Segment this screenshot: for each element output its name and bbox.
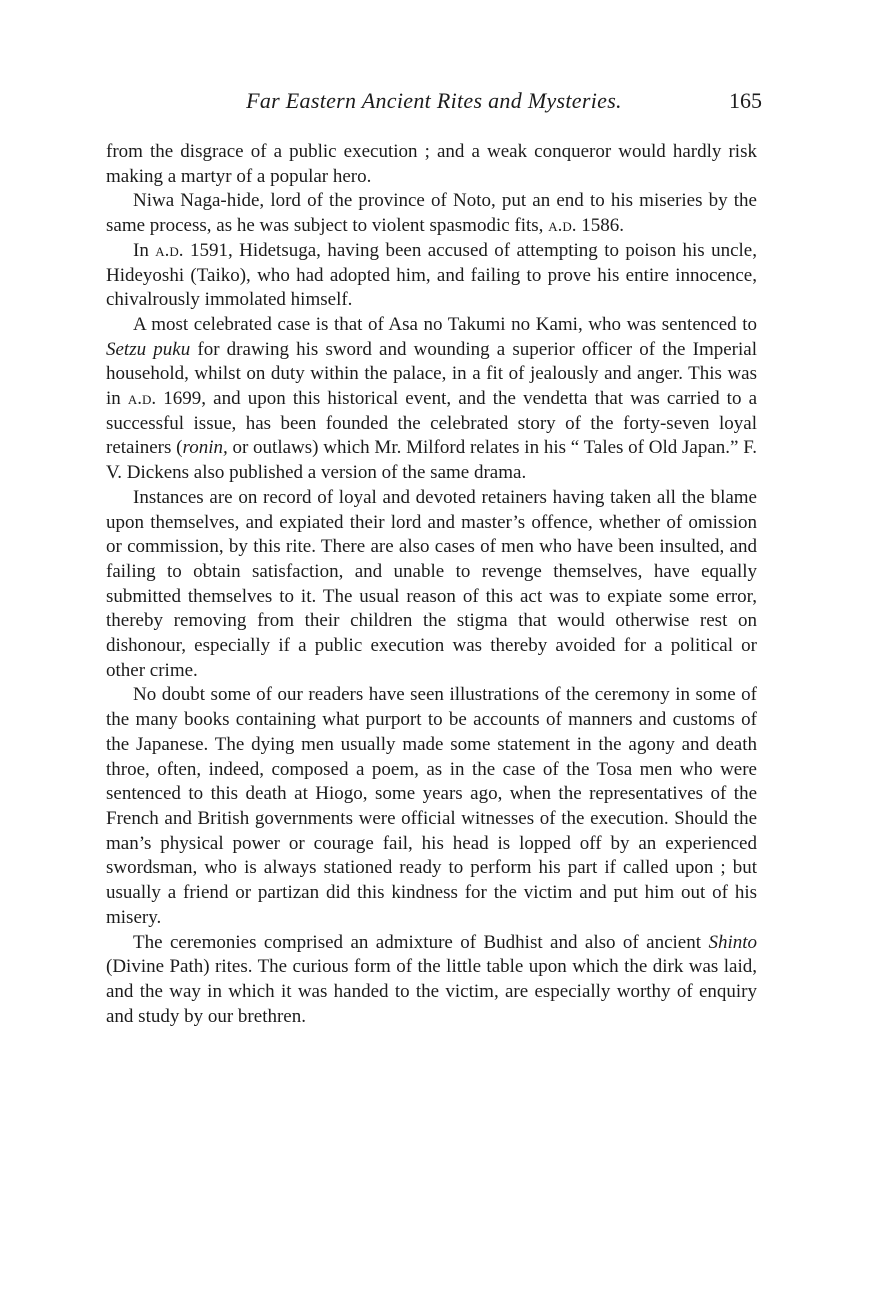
small-caps-era: a.d.	[127, 388, 157, 410]
paragraph	[106, 189, 757, 238]
italic-term: Shinto	[708, 931, 757, 953]
text-run: from the disgrace of a public execution ; and a weak conqueror would hardly risk making a martyr of a popular hero.	[106, 141, 757, 187]
small-caps-era: a.d.	[155, 239, 184, 261]
text-run: Instances are on record of loyal and devoted retainers having taken all the blame upon themselves, and expiated their lord and master’s offence, whether of omission or commission, by this rite. There are also cases of men who have been insulted, and failing to obtain satisfaction, and unable to revenge themselves, have equally submitted themselves to it. The usual reason of this act was to expiate some error, thereby removing from their children the stigma that would otherwise rest on dishonour, especially if a public execution was thereby avoided for a political or other crime.	[106, 486, 757, 681]
paragraph	[106, 140, 757, 189]
italic-term: ronin,	[182, 437, 228, 459]
paragraph	[106, 313, 757, 486]
paragraph	[106, 683, 757, 930]
italic-term: Setzu puku	[106, 338, 191, 360]
text-run: Niwa Naga-hide, lord of the province of Noto, put an end to his miseries by the same process, as he was subject to violent spasmodic fits,	[106, 190, 757, 237]
paragraph	[106, 931, 757, 1030]
text-run: 1586.	[576, 215, 624, 237]
text-run: The ceremonies comprised an admixture of Budhist and also of ancient	[133, 931, 709, 953]
text-run: No doubt some of our readers have seen illustrations of the ceremony in some of the many books containing what purport to be accounts of manners and customs of the Japanese. The dying men usually made some statement in the agony and death throe, often, indeed, composed a poem, as in the case of the Tosa men who were sentenced to this death at Hiogo, some years ago, when the representatives of the French and British governments were official witnesses of the execution. Should the man’s physical power or courage fail, his head is lopped off by an experienced swordsman, who is always stationed ready to perform his part if called upon ; but usually a friend or partizan did this kindness for the victim and put him out of his misery.	[106, 684, 757, 928]
body-text	[106, 140, 757, 1029]
paragraph	[106, 239, 757, 313]
text-run: 1591, Hidetsuga, having been accused of attempting to poison his uncle, Hideyoshi (Taiko), who had adopted him, and failing to prove his entire innocence, chivalrously immolated himself.	[106, 239, 757, 311]
page-number: 165	[729, 88, 762, 113]
paragraph	[106, 486, 757, 684]
text-run: (Divine Path) rites. The curious form of the little table upon which the dirk was laid, and the way in which it was handed to the victim, are especially worthy of enquiry and study by our brethren.	[106, 956, 757, 1027]
text-run: In	[133, 239, 156, 261]
running-head	[106, 88, 762, 122]
text-run: for drawing his sword and wounding a superior officer of the Imperial household, whilst on duty within the palace, in a fit of jealously and anger. This was in	[106, 338, 757, 410]
text-run: A most celebrated case is that of Asa no Takumi no Kami, who was sentenced to	[133, 313, 757, 335]
text-run: or outlaws) which Mr. Milford relates in his “ Tales of Old Japan.” F. V. Dickens also published a version of the same drama.	[106, 437, 758, 484]
running-title: Far Eastern Ancient Rites and Mysteries.	[246, 88, 622, 113]
small-caps-era: a.d.	[548, 215, 577, 237]
text-run: 1699, and upon this historical event, and the vendetta that was carried to a successful issue, has been founded the celebrated story of the forty-seven loyal retainers (	[106, 388, 758, 459]
